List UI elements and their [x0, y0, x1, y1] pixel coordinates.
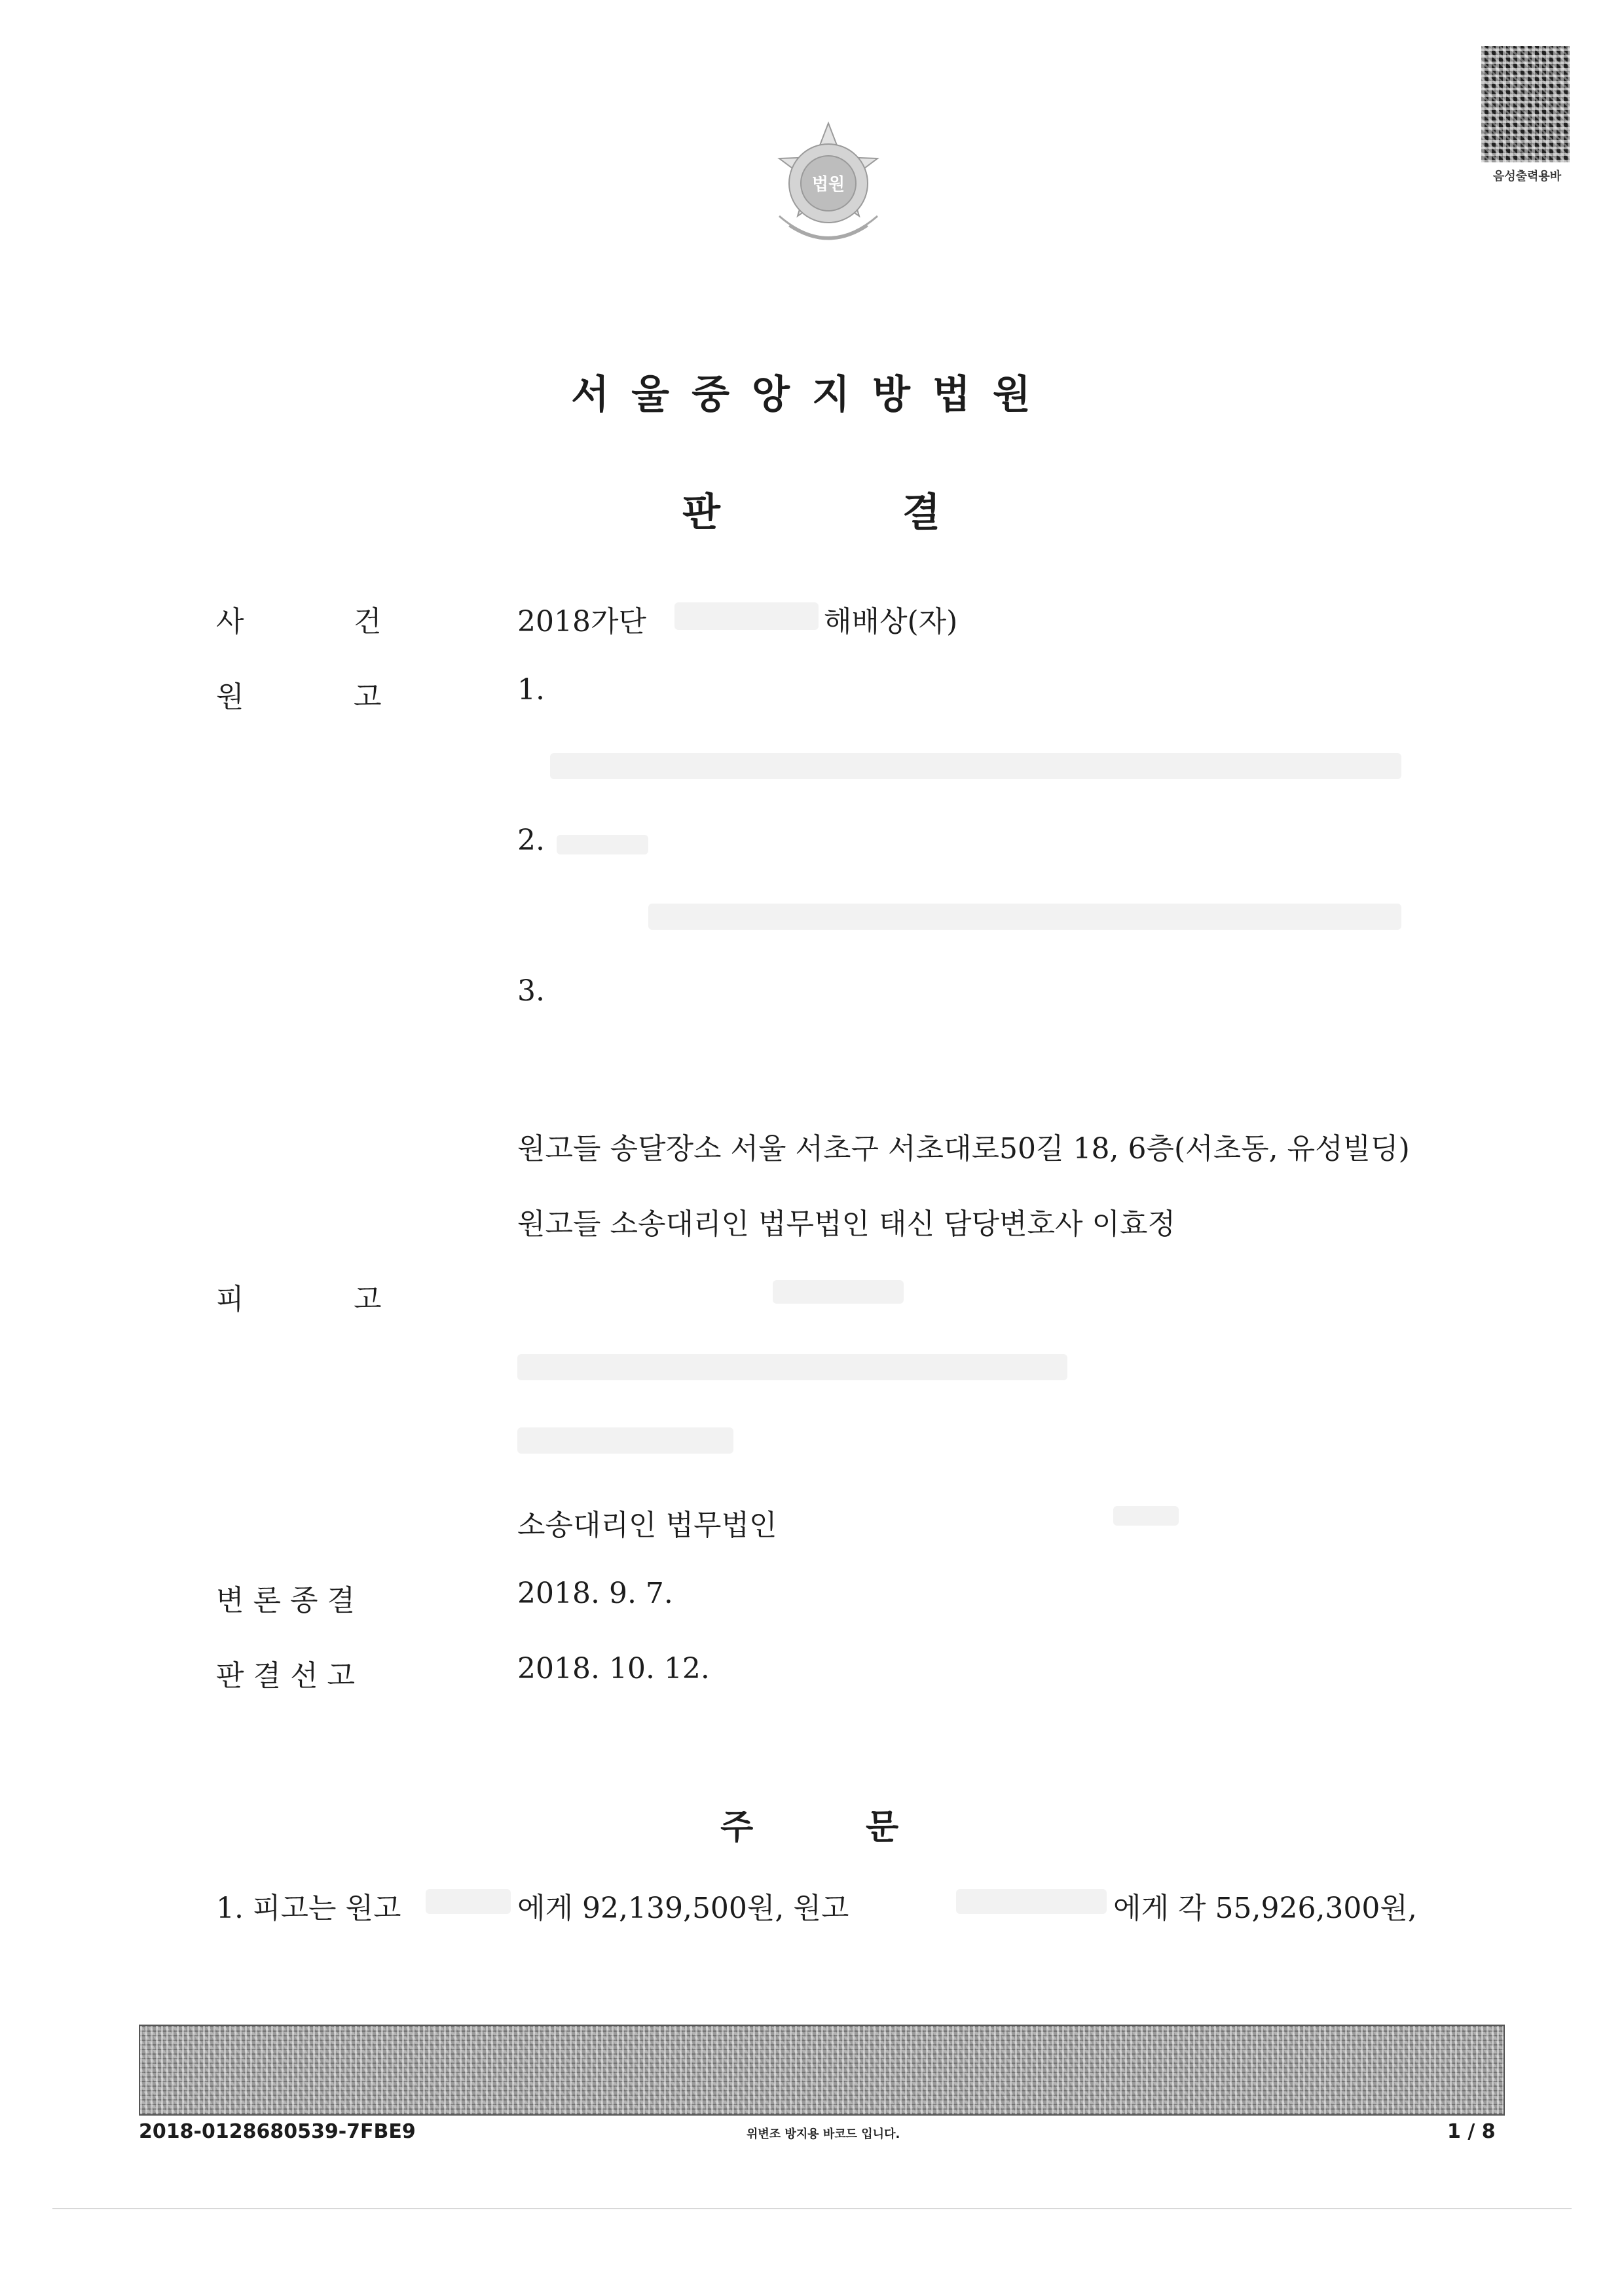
defendant-label-2: 고	[354, 1283, 383, 1316]
redaction	[517, 1427, 733, 1454]
plaintiff-label-1: 원	[216, 680, 246, 714]
order-title-part-2: 문	[866, 1807, 899, 1847]
redaction	[517, 1354, 1067, 1380]
case-label-2: 건	[354, 605, 383, 638]
order-line-1c: 에게 각 55,926,300원,	[1113, 1892, 1417, 1925]
case-label-1: 사	[216, 605, 246, 638]
defendant-counsel: 소송대리인 법무법인	[517, 1509, 777, 1542]
anti-forgery-barcode	[139, 2025, 1505, 2116]
plaintiff-item-1: 1.	[517, 673, 545, 707]
plaintiff-label-2: 고	[354, 680, 383, 714]
defendant-label-1: 피	[216, 1283, 246, 1316]
svg-text:법원: 법원	[811, 175, 845, 194]
redaction	[674, 602, 819, 630]
qr-caption: 음성출력용바	[1492, 170, 1562, 183]
ruling-date-label: 판결선고	[216, 1659, 365, 1693]
closing-date-label: 변론종결	[216, 1584, 365, 1617]
plaintiff-item-3: 3.	[517, 974, 545, 1008]
redaction	[648, 904, 1401, 930]
redaction	[557, 835, 648, 854]
order-line-1b: 에게 92,139,500원, 원고	[517, 1892, 849, 1925]
court-emblem-icon	[753, 118, 904, 262]
redaction	[426, 1889, 511, 1914]
document-id: 2018-0128680539-7FBE9	[139, 2120, 416, 2143]
scan-edge-line	[52, 2208, 1572, 2209]
closing-date: 2018. 9. 7.	[517, 1577, 673, 1610]
plaintiff-item-2: 2.	[517, 824, 545, 857]
document-title-part-1: 판	[682, 490, 720, 536]
redaction	[1113, 1506, 1179, 1526]
case-type: 해배상(자)	[824, 605, 958, 638]
page-number: 1 / 8	[1447, 2120, 1496, 2143]
order-title-part-1: 주	[720, 1807, 754, 1847]
document-title-part-2: 결	[902, 490, 940, 536]
court-name: 서울중앙지방법원	[571, 372, 1053, 418]
barcode-note: 위변조 방지용 바코드 입니다.	[747, 2127, 900, 2141]
ruling-date: 2018. 10. 12.	[517, 1652, 710, 1685]
order-line-1a: 1. 피고는 원고	[216, 1892, 401, 1925]
qr-code	[1481, 46, 1570, 162]
redaction	[956, 1889, 1107, 1914]
case-number: 2018가단	[517, 605, 646, 638]
redaction	[550, 753, 1401, 779]
plaintiff-counsel: 원고들 소송대리인 법무법인 태신 담당변호사 이효정	[517, 1207, 1176, 1241]
plaintiff-service-address: 원고들 송달장소 서울 서초구 서초대로50길 18, 6층(서초동, 유성빌딩)	[517, 1132, 1410, 1166]
redaction	[773, 1280, 904, 1304]
